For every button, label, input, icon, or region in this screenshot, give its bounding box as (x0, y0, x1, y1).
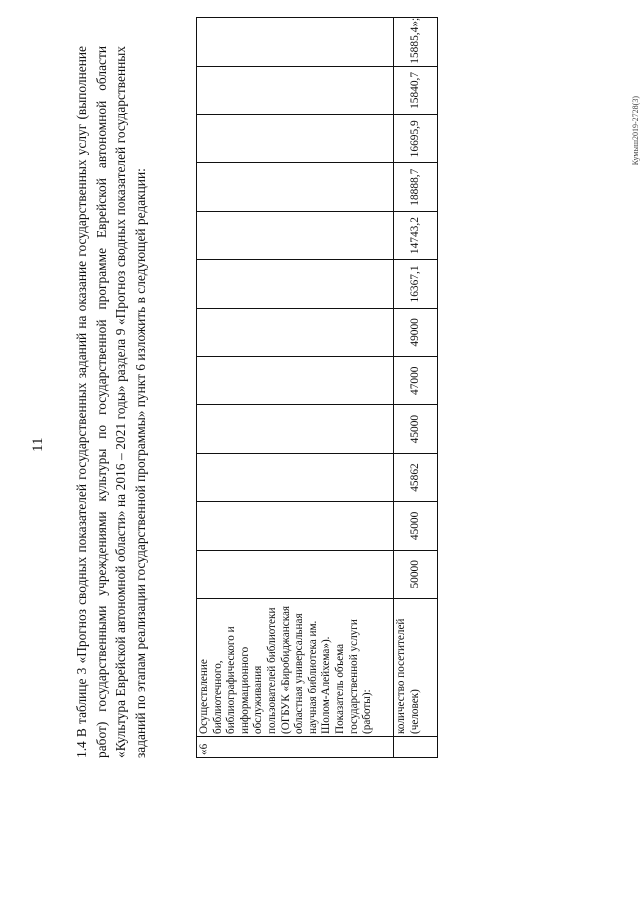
empty-cell (197, 357, 394, 405)
value-cell: 45862 (394, 453, 438, 501)
service-name-cell: Осуществление библиотечного, библиографического и информационного обслуживания пользователей библиотеки (ОГБУК «Биробиджанская областная универсальная научная библиотека им. Шолом-Алейхема»). Показатель объема государственной услуги (работы): (197, 599, 394, 737)
empty-cell (197, 453, 394, 501)
page-number: 11 (30, 437, 46, 452)
value-cell: 15840,7 (394, 66, 438, 114)
empty-cell (197, 163, 394, 211)
table-row (197, 18, 394, 758)
value-cell: 14743,2 (394, 211, 438, 259)
forecast-table (196, 17, 438, 758)
value-cell: 18888,7 (394, 163, 438, 211)
rotated-page (0, 17, 640, 838)
value-cell: 16695,9 (394, 115, 438, 163)
value-cell: 50000 (394, 550, 438, 598)
indicator-label-cell: количество посетителей (человек) (394, 599, 438, 737)
table-row (394, 18, 438, 758)
document-code: Кумыш2019-2728(3) (631, 96, 640, 166)
empty-cell (197, 115, 394, 163)
value-cell: 45000 (394, 502, 438, 550)
empty-cell (197, 308, 394, 356)
value-cell: 16367,1 (394, 260, 438, 308)
value-cell: 47000 (394, 357, 438, 405)
empty-cell (394, 737, 438, 758)
empty-cell (197, 18, 394, 66)
empty-cell (197, 502, 394, 550)
value-cell: 49000 (394, 308, 438, 356)
empty-cell (197, 211, 394, 259)
empty-cell (197, 260, 394, 308)
empty-cell (197, 550, 394, 598)
value-cell: 15885,4»; (394, 18, 438, 66)
empty-cell (197, 66, 394, 114)
intro-paragraph: 1.4 В таблице 3 «Прогноз сводных показателей государственных заданий на оказание государственных услуг (выполнение работ) государственными учреждениями культуры по государственной программе Еврейской автономной области «Культура Еврейской автономной области» на 2016 – 2021 годы» раздела 9 «Прогноз сводных показателей государственных заданий по этапам реализации государственной программы» пункт 6 изложить в следующей редакции: (74, 46, 148, 758)
value-cell: 45000 (394, 405, 438, 453)
row-number-cell: «6 (197, 737, 394, 758)
empty-cell (197, 405, 394, 453)
